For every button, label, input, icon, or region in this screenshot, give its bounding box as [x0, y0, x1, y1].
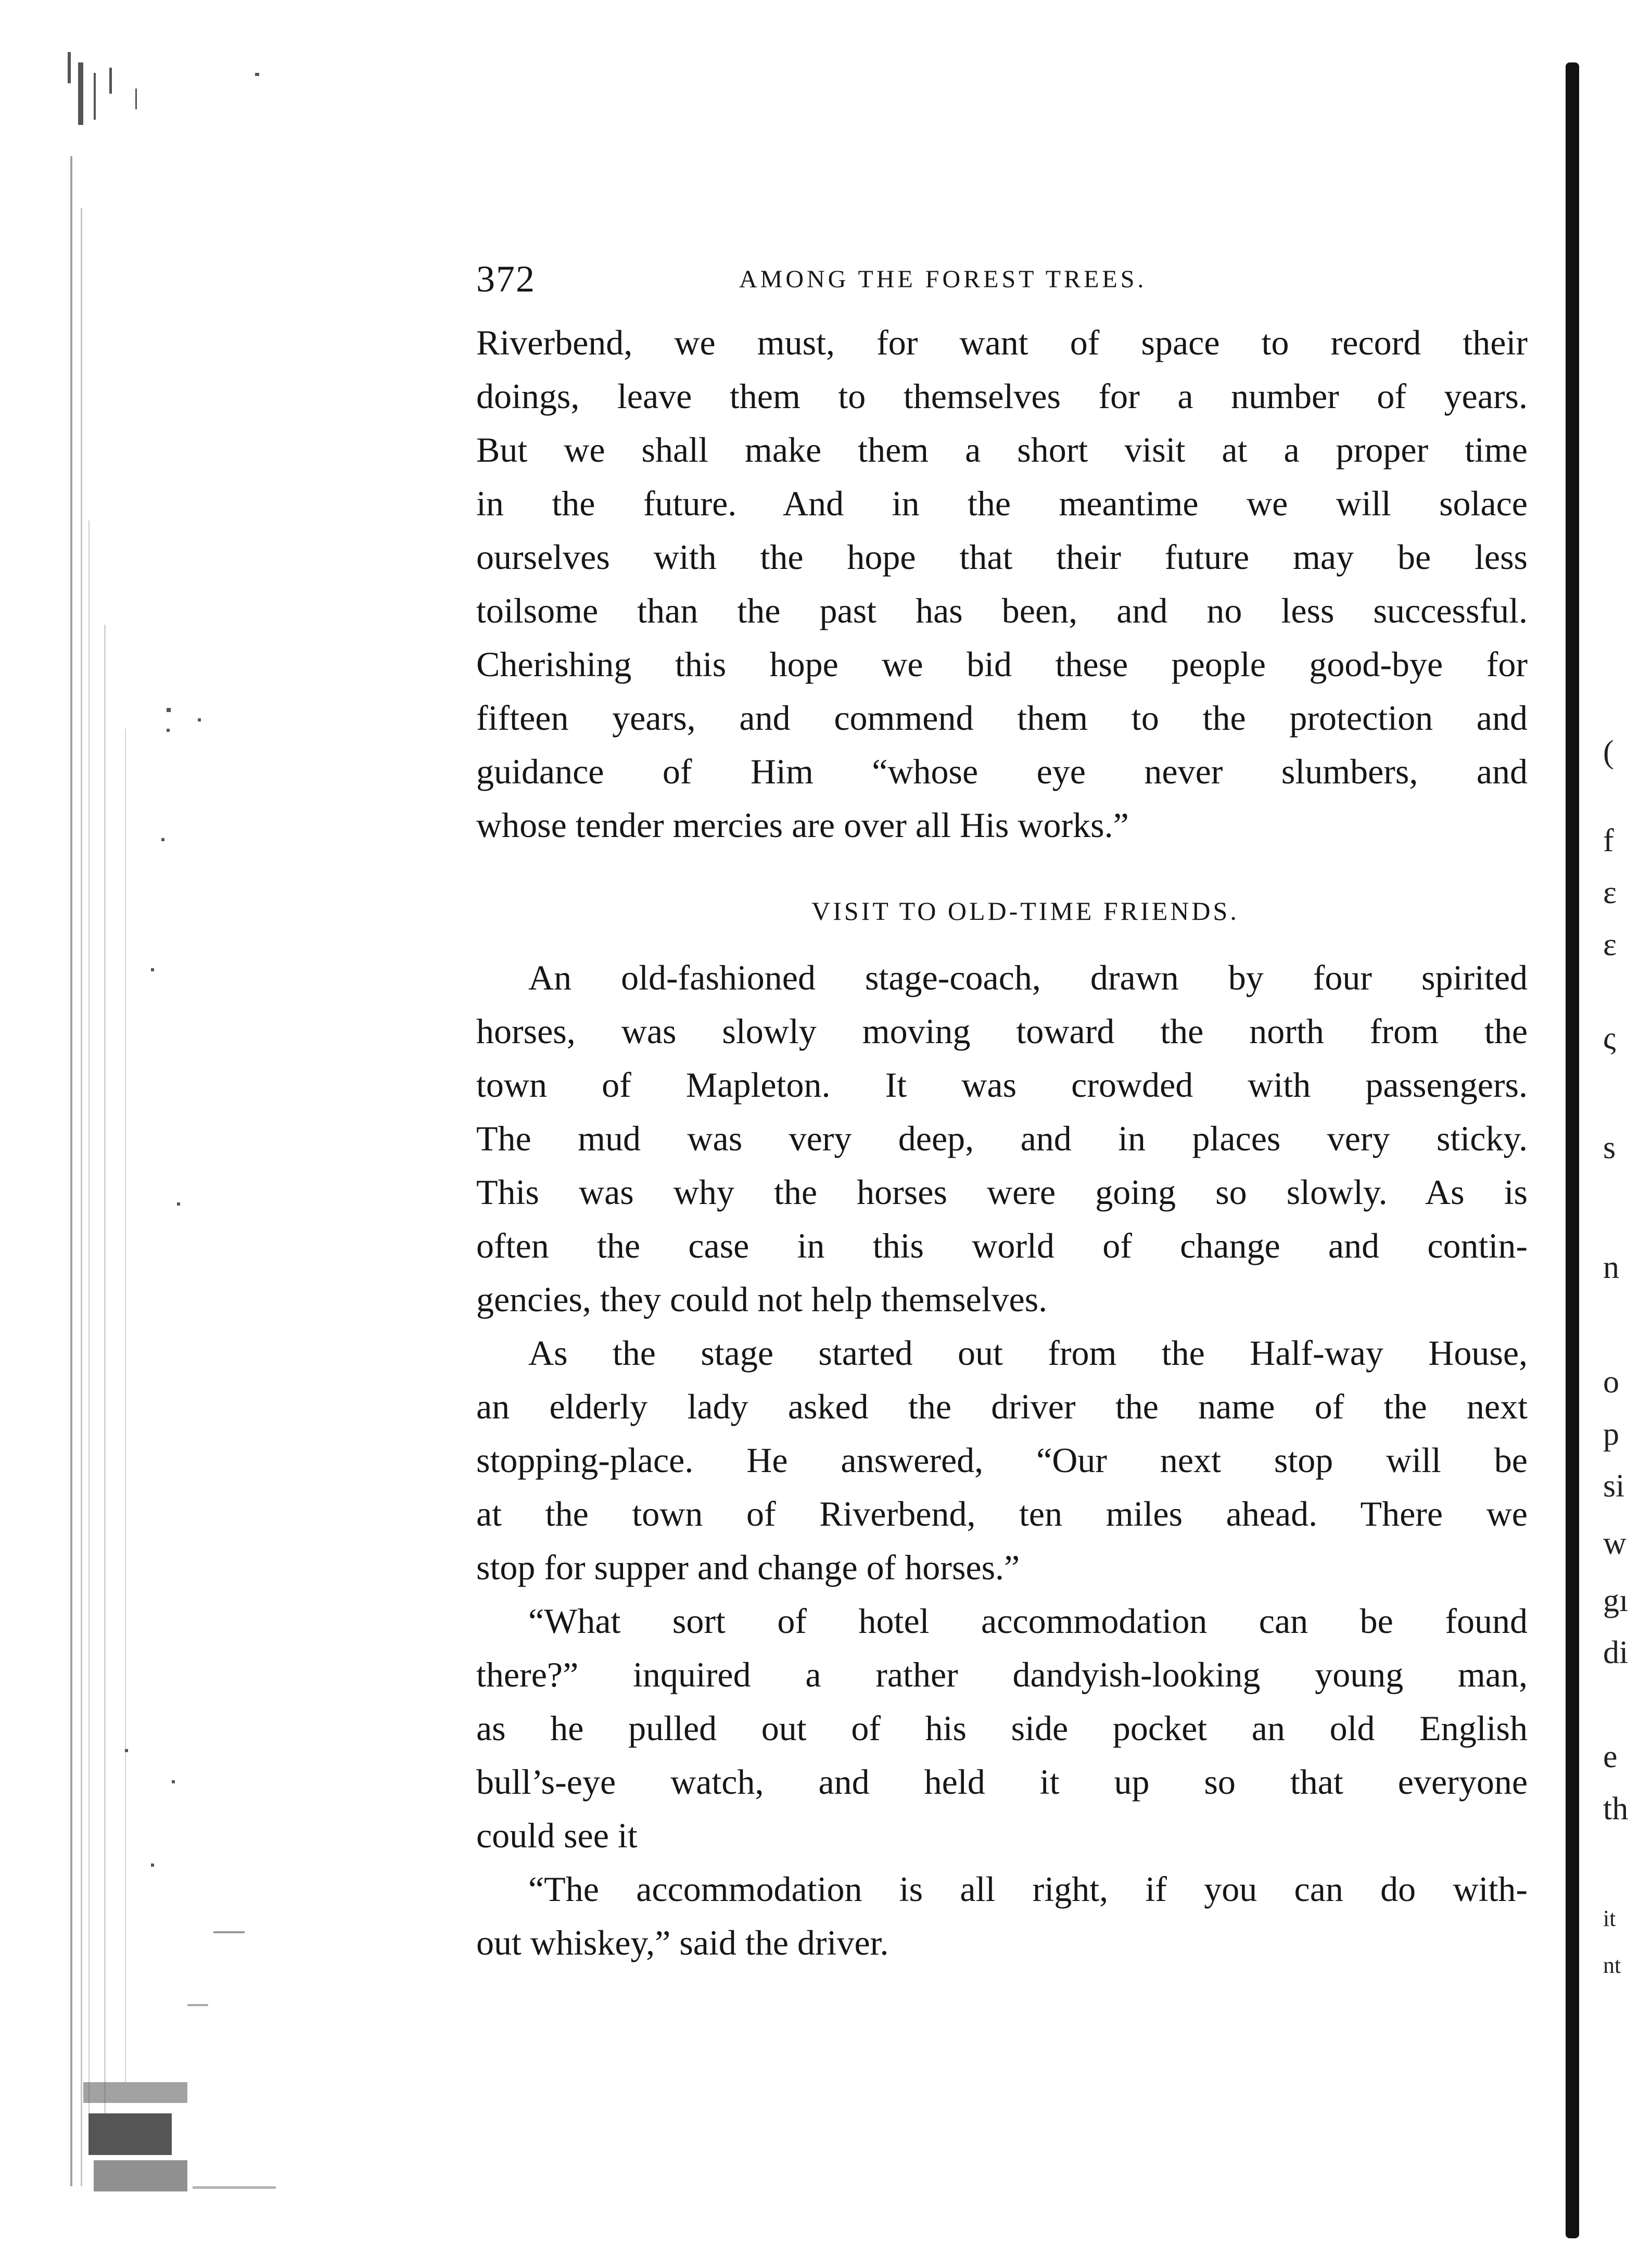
- text-line: out whiskey,” said the driver.: [476, 1923, 889, 1962]
- text-line: could see it: [476, 1816, 638, 1855]
- edge-fragment: ε: [1603, 875, 1617, 910]
- edge-fragment: e: [1603, 1739, 1618, 1775]
- text-line: town of Mapleton. It was crowded with passengers.: [476, 1065, 1528, 1105]
- paragraph-4: [476, 1594, 1528, 1862]
- text-line: often the case in this world of change and contin-: [476, 1226, 1528, 1265]
- edge-fragment: p: [1603, 1416, 1619, 1452]
- text-line: gencies, they could not help themselves.: [476, 1279, 1048, 1319]
- text-line: ourselves with the hope that their future may be less: [476, 537, 1528, 577]
- edge-fragment: w: [1603, 1526, 1626, 1561]
- text-line: This was why the horses were going so slowly. As is: [476, 1172, 1528, 1212]
- section-heading: VISIT TO OLD-TIME FRIENDS.: [811, 896, 1239, 926]
- edge-fragment: o: [1603, 1364, 1619, 1400]
- edge-fragment: n: [1603, 1250, 1619, 1285]
- text-line: “The accommodation is all right, if you can do with-: [528, 1869, 1528, 1909]
- scan-gutter-noise: [57, 52, 276, 2238]
- text-line: fifteen years, and commend them to the protection and: [476, 698, 1528, 738]
- text-line: doings, leave them to themselves for a number of years.: [476, 376, 1528, 416]
- text-line: stopping-place. He answered, “Our next stop will be: [476, 1440, 1528, 1480]
- text-line: at the town of Riverbend, ten miles ahead. There we: [476, 1494, 1528, 1533]
- paragraph-5: [476, 1862, 1528, 1970]
- text-line: whose tender mercies are over all His works.”: [476, 805, 1129, 845]
- page-binding-bar: [1566, 62, 1579, 2238]
- edge-fragment: ς: [1603, 1021, 1616, 1056]
- text-line: guidance of Him “whose eye never slumbers, and: [476, 752, 1528, 791]
- edge-fragment: gı: [1603, 1583, 1629, 1618]
- page-header: [476, 258, 1528, 316]
- edge-fragment: s: [1603, 1130, 1616, 1165]
- text-line: Riverbend, we must, for want of space to record their: [476, 323, 1528, 362]
- paragraph-3: [476, 1326, 1528, 1594]
- edge-fragment: it: [1603, 1906, 1616, 1931]
- text-line: an elderly lady asked the driver the name of the next: [476, 1387, 1528, 1426]
- page-text-column: [476, 258, 1528, 1970]
- text-line: An old-fashioned stage-coach, drawn by four spirited: [528, 958, 1528, 997]
- edge-fragment: (: [1603, 734, 1614, 770]
- text-line: toilsome than the past has been, and no less successful.: [476, 591, 1528, 630]
- text-line: stop for supper and change of horses.”: [476, 1548, 1020, 1587]
- text-line: in the future. And in the meantime we will solace: [476, 484, 1528, 523]
- text-line: horses, was slowly moving toward the north from the: [476, 1011, 1528, 1051]
- running-head: AMONG THE FOREST TREES.: [739, 265, 1147, 293]
- edge-fragment: nt: [1603, 1953, 1621, 1978]
- paragraph-2: [476, 951, 1528, 1326]
- text-line: bull’s-eye watch, and held it up so that everyone: [476, 1762, 1528, 1802]
- text-line: As the stage started out from the Half-way House,: [528, 1333, 1528, 1373]
- text-line: But we shall make them a short visit at a proper time: [476, 430, 1528, 470]
- text-line: Cherishing this hope we bid these people good-bye for: [476, 644, 1528, 684]
- edge-fragment: si: [1603, 1468, 1625, 1504]
- text-line: as he pulled out of his side pocket an old English: [476, 1708, 1528, 1748]
- page-number: 372: [476, 258, 536, 300]
- text-line: “What sort of hotel accommodation can be found: [528, 1601, 1528, 1641]
- text-line: The mud was very deep, and in places very sticky.: [476, 1119, 1528, 1158]
- edge-fragment: th: [1603, 1791, 1629, 1827]
- edge-fragment: ε: [1603, 927, 1617, 962]
- edge-fragment: di: [1603, 1635, 1629, 1670]
- adjacent-page-edge: [1603, 0, 1652, 2256]
- text-line: there?” inquired a rather dandyish-looking young man,: [476, 1655, 1528, 1694]
- paragraph-1: [476, 316, 1528, 852]
- edge-fragment: f: [1603, 823, 1614, 858]
